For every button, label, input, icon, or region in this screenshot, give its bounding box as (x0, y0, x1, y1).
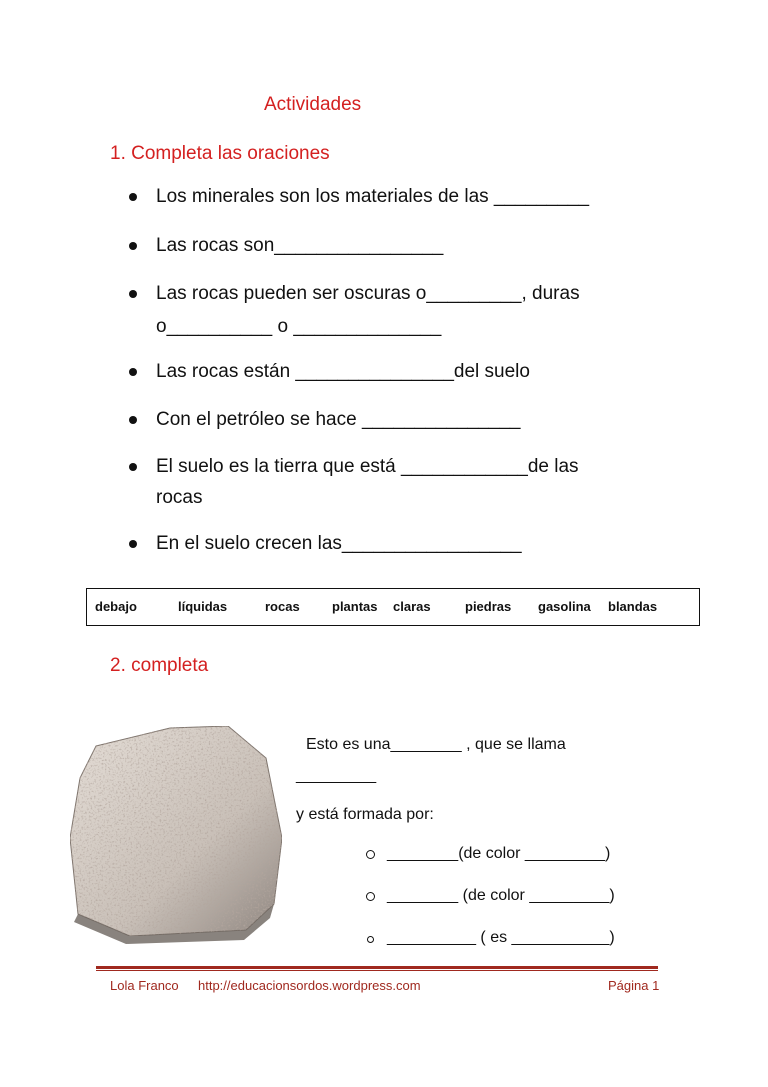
section-2-heading: 2. completa (110, 655, 209, 676)
word-bank-item: líquidas (178, 599, 228, 614)
composition-item-3: __________ ( es ___________) (387, 929, 615, 946)
sentence-6: El suelo es la tierra que está ____________de las (156, 456, 579, 477)
granite-rock-image (60, 718, 292, 950)
word-bank (86, 588, 700, 626)
footer-page-number: Página 1 (608, 978, 660, 993)
composition-item-1: ________(de color _________) (387, 845, 611, 862)
composition-item-2: ________ (de color _________) (387, 887, 615, 904)
sentence-3: Las rocas pueden ser oscuras o_________, duras (156, 283, 580, 304)
question-line-3: y está formada por: (296, 806, 434, 823)
circle-bullet-icon (366, 892, 375, 901)
sentence-4: Las rocas están _______________del suelo (156, 361, 530, 382)
sentence-5: Con el petróleo se hace _______________ (156, 409, 521, 430)
circle-bullet-icon (366, 850, 375, 859)
question-line-1: Esto es una________ , que se llama (306, 736, 566, 753)
footer-rule (96, 966, 658, 969)
word-bank-item: plantas (332, 599, 378, 614)
sentence-7: En el suelo crecen las_________________ (156, 533, 522, 554)
word-bank-item: piedras (465, 599, 512, 614)
question-line-2: _________ (296, 767, 377, 784)
bullet-icon (129, 193, 137, 201)
footer-url[interactable]: http://educacionsordos.wordpress.com (198, 978, 421, 993)
bullet-icon (129, 368, 137, 376)
word-bank-item: claras (393, 599, 431, 614)
sentence-3-continued: o__________ o ______________ (156, 316, 442, 337)
section-1-heading: 1. Completa las oraciones (110, 143, 330, 164)
sentence-6-continued: rocas (156, 487, 203, 508)
sentence-1: Los minerales son los materiales de las _________ (156, 186, 590, 207)
footer-author: Lola Franco (110, 978, 179, 993)
footer-rule-thin (96, 970, 658, 971)
circle-bullet-icon (367, 936, 374, 943)
word-bank-item: rocas (265, 599, 300, 614)
bullet-icon (129, 540, 137, 548)
bullet-icon (129, 463, 137, 471)
page-title: Actividades (264, 94, 362, 115)
bullet-icon (129, 290, 137, 298)
word-bank-item: debajo (95, 599, 137, 614)
word-bank-item: gasolina (538, 599, 591, 614)
bullet-icon (129, 242, 137, 250)
bullet-icon (129, 416, 137, 424)
sentence-2: Las rocas son________________ (156, 235, 444, 256)
word-bank-item: blandas (608, 599, 658, 614)
